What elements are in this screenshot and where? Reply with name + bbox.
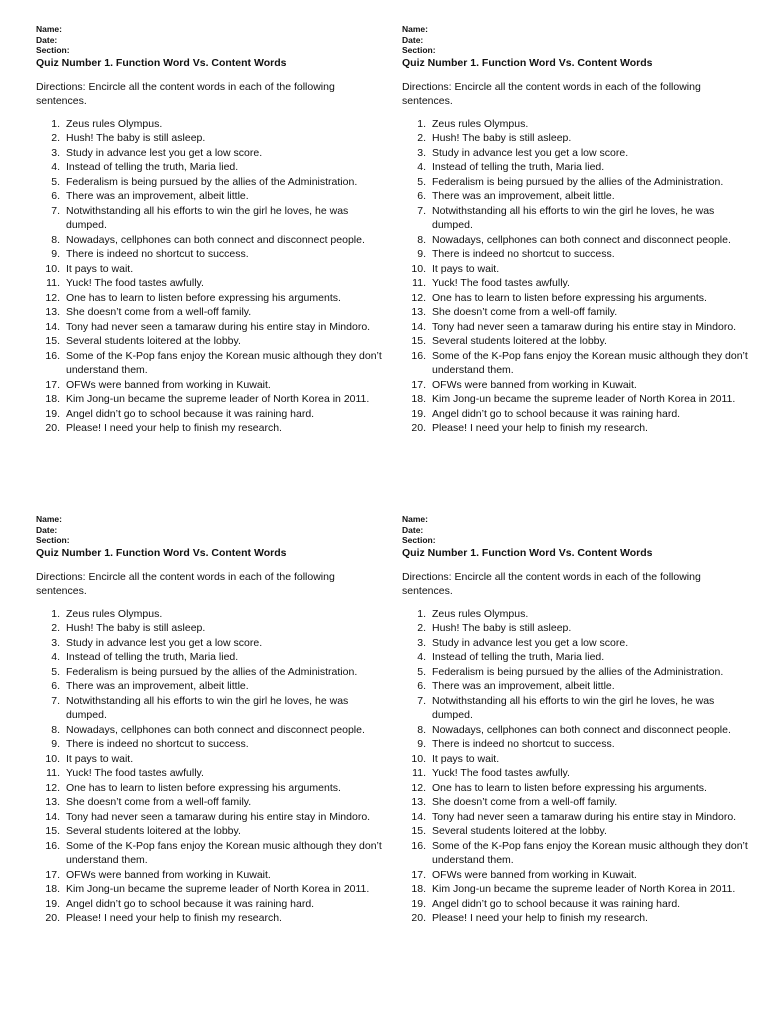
question-text: Some of the K-Pop fans enjoy the Korean music although they don’t understand them.	[66, 349, 382, 376]
question-item	[36, 233, 386, 248]
question-number: 20.	[45, 422, 60, 434]
question-item	[402, 320, 752, 335]
question-text: Instead of telling the truth, Maria lied.	[66, 161, 239, 173]
question-text: It pays to wait.	[66, 262, 134, 275]
question-list	[36, 607, 386, 926]
quiz-sheet-bottom-left	[36, 514, 386, 926]
question-text: Please! I need your help to finish my research.	[432, 422, 648, 434]
question-text: Tony had never seen a tamaraw during his entire stay in Mindoro.	[432, 810, 737, 823]
question-text: There is indeed no shortcut to success.	[432, 248, 615, 260]
question-number: 12.	[45, 781, 60, 794]
question-text: Notwithstanding all his efforts to win the girl he loves, he was dumped.	[432, 694, 715, 721]
question-text: Instead of telling the truth, Maria lied.	[66, 651, 239, 663]
question-item	[402, 607, 752, 622]
question-number: 10.	[45, 752, 60, 765]
question-number: 17.	[45, 378, 60, 391]
question-number: 18.	[411, 883, 426, 895]
question-text: OFWs were banned from working in Kuwait.	[432, 868, 637, 881]
question-text: Some of the K-Pop fans enjoy the Korean music although they don’t understand them.	[66, 839, 382, 866]
question-text: Kim Jong-un became the supreme leader of North Korea in 2011.	[432, 883, 736, 895]
question-number: 2.	[417, 132, 426, 144]
question-text: There was an improvement, albeit little.	[432, 190, 615, 202]
question-item	[36, 175, 386, 190]
section-label: Section:	[402, 535, 436, 545]
question-number: 12.	[411, 781, 426, 794]
question-number: 5.	[417, 175, 426, 188]
question-text: Please! I need your help to finish my research.	[66, 912, 282, 924]
question-number: 15.	[411, 825, 426, 837]
question-number: 1.	[51, 607, 60, 620]
question-item	[36, 737, 386, 752]
question-item	[36, 247, 386, 262]
question-text: Angel didn’t go to school because it was raining hard.	[66, 897, 315, 910]
question-text: OFWs were banned from working in Kuwait.	[66, 378, 271, 391]
question-text: OFWs were banned from working in Kuwait.	[66, 868, 271, 881]
quiz-sheet-bottom-right	[402, 514, 752, 926]
question-text: Notwithstanding all his efforts to win the girl he loves, he was dumped.	[66, 694, 349, 721]
question-text: Study in advance lest you get a low score.	[432, 146, 629, 159]
question-number: 3.	[51, 636, 60, 649]
question-number: 15.	[411, 335, 426, 347]
question-item	[36, 723, 386, 738]
question-item	[402, 897, 752, 912]
question-number: 16.	[45, 349, 60, 362]
question-text: Several students loitered at the lobby.	[66, 825, 241, 837]
question-text: Yuck! The food tastes awfully.	[432, 277, 570, 289]
question-number: 19.	[45, 407, 60, 420]
quiz-title: Quiz Number 1. Function Word Vs. Content Words	[402, 56, 653, 69]
question-item	[402, 378, 752, 393]
question-number: 6.	[51, 680, 60, 692]
question-item	[36, 781, 386, 796]
quiz-sheet-top-left	[36, 24, 386, 436]
question-text: Some of the K-Pop fans enjoy the Korean music although they don’t understand them.	[432, 349, 748, 376]
question-text: Nowadays, cellphones can both connect and disconnect people.	[66, 723, 365, 736]
question-number: 7.	[417, 694, 426, 707]
question-text: Kim Jong-un became the supreme leader of North Korea in 2011.	[66, 883, 370, 895]
question-text: Zeus rules Olympus.	[66, 607, 163, 620]
question-text: Kim Jong-un became the supreme leader of North Korea in 2011.	[432, 393, 736, 405]
question-text: Several students loitered at the lobby.	[66, 335, 241, 347]
question-number: 9.	[417, 738, 426, 750]
question-text: She doesn’t come from a well-off family.	[432, 796, 618, 808]
section-label: Section:	[402, 45, 436, 55]
question-text: She doesn’t come from a well-off family.	[66, 306, 252, 318]
question-number: 6.	[417, 190, 426, 202]
question-number: 5.	[417, 665, 426, 678]
question-item	[36, 752, 386, 767]
question-number: 13.	[411, 796, 426, 808]
question-text: Angel didn’t go to school because it was raining hard.	[432, 407, 681, 420]
question-item	[36, 795, 386, 810]
question-item	[36, 665, 386, 680]
question-item	[402, 810, 752, 825]
question-item	[402, 824, 752, 839]
question-item	[36, 407, 386, 422]
question-item	[402, 233, 752, 248]
question-number: 19.	[45, 897, 60, 910]
question-number: 19.	[411, 897, 426, 910]
question-number: 11.	[412, 277, 426, 289]
question-item	[402, 650, 752, 665]
question-number: 4.	[51, 651, 60, 663]
question-number: 14.	[411, 320, 426, 333]
question-number: 1.	[417, 117, 426, 130]
question-number: 12.	[411, 291, 426, 304]
question-text: Some of the K-Pop fans enjoy the Korean music although they don’t understand them.	[432, 839, 748, 866]
question-list	[402, 607, 752, 926]
question-text: Tony had never seen a tamaraw during his entire stay in Mindoro.	[66, 810, 371, 823]
question-number: 5.	[51, 175, 60, 188]
question-number: 17.	[411, 378, 426, 391]
question-item	[402, 160, 752, 175]
question-number: 6.	[51, 190, 60, 202]
question-text: Yuck! The food tastes awfully.	[66, 277, 204, 289]
question-text: There is indeed no shortcut to success.	[432, 738, 615, 750]
question-number: 8.	[51, 723, 60, 736]
question-number: 14.	[45, 810, 60, 823]
question-list	[402, 117, 752, 436]
question-item	[36, 911, 386, 926]
question-item	[36, 146, 386, 161]
question-number: 19.	[411, 407, 426, 420]
question-number: 4.	[417, 651, 426, 663]
question-item	[36, 160, 386, 175]
question-number: 18.	[45, 883, 60, 895]
question-text: Federalism is being pursued by the allies of the Administration.	[432, 175, 724, 188]
name-label: Name:	[36, 24, 62, 34]
question-number: 2.	[51, 132, 60, 144]
question-item	[36, 131, 386, 146]
question-text: Yuck! The food tastes awfully.	[66, 767, 204, 779]
question-number: 15.	[45, 335, 60, 347]
question-item	[402, 305, 752, 320]
question-number: 6.	[417, 680, 426, 692]
name-label: Name:	[36, 514, 62, 524]
question-item	[36, 621, 386, 636]
question-text: She doesn’t come from a well-off family.	[432, 306, 618, 318]
question-text: She doesn’t come from a well-off family.	[66, 796, 252, 808]
question-text: Notwithstanding all his efforts to win the girl he loves, he was dumped.	[432, 204, 715, 231]
question-number: 2.	[51, 622, 60, 634]
question-text: OFWs were banned from working in Kuwait.	[432, 378, 637, 391]
question-item	[36, 882, 386, 897]
question-item	[402, 146, 752, 161]
question-text: Zeus rules Olympus.	[432, 607, 529, 620]
question-text: Please! I need your help to finish my research.	[66, 422, 282, 434]
question-item	[36, 839, 386, 868]
question-number: 10.	[411, 752, 426, 765]
directions-text: Directions: Encircle all the content words in each of the following sentences.	[402, 80, 701, 107]
question-item	[36, 291, 386, 306]
question-item	[36, 868, 386, 883]
question-item	[36, 276, 386, 291]
quiz-title: Quiz Number 1. Function Word Vs. Content Words	[36, 56, 287, 69]
question-text: Several students loitered at the lobby.	[432, 335, 607, 347]
question-item	[402, 766, 752, 781]
question-item	[36, 679, 386, 694]
question-text: There was an improvement, albeit little.	[432, 680, 615, 692]
question-text: Kim Jong-un became the supreme leader of North Korea in 2011.	[66, 393, 370, 405]
question-item	[402, 737, 752, 752]
question-text: One has to learn to listen before expressing his arguments.	[432, 781, 707, 794]
question-number: 3.	[417, 146, 426, 159]
question-item	[36, 305, 386, 320]
quiz-title: Quiz Number 1. Function Word Vs. Content Words	[36, 546, 287, 559]
question-item	[402, 911, 752, 926]
question-item	[402, 291, 752, 306]
question-item	[402, 679, 752, 694]
question-item	[402, 175, 752, 190]
question-text: Hush! The baby is still asleep.	[432, 622, 572, 634]
question-text: It pays to wait.	[66, 752, 134, 765]
question-text: Federalism is being pursued by the allies of the Administration.	[432, 665, 724, 678]
question-text: Study in advance lest you get a low score.	[66, 146, 263, 159]
directions-text: Directions: Encircle all the content words in each of the following sentences.	[36, 570, 335, 597]
question-text: Hush! The baby is still asleep.	[66, 132, 206, 144]
question-number: 11.	[46, 277, 60, 289]
directions-text: Directions: Encircle all the content words in each of the following sentences.	[402, 570, 701, 597]
question-item	[402, 752, 752, 767]
question-item	[36, 189, 386, 204]
question-number: 9.	[51, 738, 60, 750]
question-item	[36, 262, 386, 277]
date-label: Date:	[402, 34, 424, 45]
question-item	[402, 723, 752, 738]
question-item	[402, 189, 752, 204]
question-item	[402, 665, 752, 680]
question-item	[36, 204, 386, 233]
question-item	[402, 636, 752, 651]
name-label: Name:	[402, 514, 428, 524]
question-number: 10.	[411, 262, 426, 275]
question-item	[402, 839, 752, 868]
question-number: 11.	[412, 767, 426, 779]
question-number: 17.	[45, 868, 60, 881]
quiz-title: Quiz Number 1. Function Word Vs. Content Words	[402, 546, 653, 559]
question-number: 14.	[45, 320, 60, 333]
question-text: Hush! The baby is still asleep.	[432, 132, 572, 144]
question-item	[402, 276, 752, 291]
question-number: 3.	[51, 146, 60, 159]
question-number: 2.	[417, 622, 426, 634]
section-label: Section:	[36, 535, 70, 545]
question-item	[402, 421, 752, 436]
question-item	[402, 621, 752, 636]
question-number: 13.	[45, 306, 60, 318]
question-item	[36, 650, 386, 665]
question-text: It pays to wait.	[432, 752, 500, 765]
question-number: 20.	[411, 912, 426, 924]
question-item	[402, 131, 752, 146]
question-item	[36, 766, 386, 781]
question-item	[402, 694, 752, 723]
question-item	[36, 320, 386, 335]
question-number: 5.	[51, 665, 60, 678]
question-number: 11.	[46, 767, 60, 779]
question-text: Nowadays, cellphones can both connect and disconnect people.	[66, 233, 365, 246]
question-text: Please! I need your help to finish my research.	[432, 912, 648, 924]
question-item	[402, 868, 752, 883]
question-number: 12.	[45, 291, 60, 304]
question-number: 7.	[417, 204, 426, 217]
question-text: Tony had never seen a tamaraw during his entire stay in Mindoro.	[432, 320, 737, 333]
question-text: One has to learn to listen before expressing his arguments.	[66, 291, 341, 304]
question-text: Tony had never seen a tamaraw during his entire stay in Mindoro.	[66, 320, 371, 333]
question-item	[36, 334, 386, 349]
question-item	[36, 694, 386, 723]
question-item	[402, 781, 752, 796]
question-number: 13.	[411, 306, 426, 318]
question-number: 1.	[51, 117, 60, 130]
date-label: Date:	[36, 34, 58, 45]
date-label: Date:	[402, 524, 424, 535]
question-number: 9.	[417, 248, 426, 260]
question-number: 17.	[411, 868, 426, 881]
question-number: 20.	[411, 422, 426, 434]
question-number: 18.	[411, 393, 426, 405]
question-text: There is indeed no shortcut to success.	[66, 738, 249, 750]
question-number: 20.	[45, 912, 60, 924]
question-number: 4.	[51, 161, 60, 173]
question-item	[36, 810, 386, 825]
date-label: Date:	[36, 524, 58, 535]
question-text: Zeus rules Olympus.	[432, 117, 529, 130]
question-text: Federalism is being pursued by the allies of the Administration.	[66, 665, 358, 678]
question-text: Study in advance lest you get a low score.	[432, 636, 629, 649]
question-text: Instead of telling the truth, Maria lied.	[432, 651, 605, 663]
question-item	[402, 334, 752, 349]
question-item	[36, 392, 386, 407]
question-number: 10.	[45, 262, 60, 275]
name-label: Name:	[402, 24, 428, 34]
question-text: One has to learn to listen before expressing his arguments.	[66, 781, 341, 794]
question-item	[402, 247, 752, 262]
question-item	[402, 262, 752, 277]
question-item	[36, 117, 386, 132]
question-number: 16.	[411, 349, 426, 362]
question-text: Angel didn’t go to school because it was raining hard.	[66, 407, 315, 420]
question-number: 15.	[45, 825, 60, 837]
question-text: Nowadays, cellphones can both connect and disconnect people.	[432, 233, 731, 246]
question-list	[36, 117, 386, 436]
question-text: Nowadays, cellphones can both connect and disconnect people.	[432, 723, 731, 736]
question-number: 14.	[411, 810, 426, 823]
question-text: There was an improvement, albeit little.	[66, 680, 249, 692]
question-number: 8.	[51, 233, 60, 246]
quiz-sheet-top-right	[402, 24, 752, 436]
question-text: It pays to wait.	[432, 262, 500, 275]
question-text: There was an improvement, albeit little.	[66, 190, 249, 202]
question-text: Federalism is being pursued by the allies of the Administration.	[66, 175, 358, 188]
question-number: 8.	[417, 233, 426, 246]
question-text: There is indeed no shortcut to success.	[66, 248, 249, 260]
question-item	[402, 117, 752, 132]
question-item	[36, 824, 386, 839]
question-text: Angel didn’t go to school because it was raining hard.	[432, 897, 681, 910]
question-number: 7.	[51, 694, 60, 707]
question-item	[402, 882, 752, 897]
question-number: 1.	[417, 607, 426, 620]
question-item	[36, 421, 386, 436]
directions-text: Directions: Encircle all the content words in each of the following sentences.	[36, 80, 335, 107]
question-number: 7.	[51, 204, 60, 217]
question-item	[36, 636, 386, 651]
question-text: Instead of telling the truth, Maria lied.	[432, 161, 605, 173]
question-item	[402, 349, 752, 378]
question-number: 8.	[417, 723, 426, 736]
question-text: Several students loitered at the lobby.	[432, 825, 607, 837]
question-text: Notwithstanding all his efforts to win the girl he loves, he was dumped.	[66, 204, 349, 231]
question-item	[402, 407, 752, 422]
question-item	[402, 204, 752, 233]
question-text: Hush! The baby is still asleep.	[66, 622, 206, 634]
question-text: Study in advance lest you get a low score.	[66, 636, 263, 649]
question-item	[402, 392, 752, 407]
question-item	[36, 607, 386, 622]
question-number: 16.	[45, 839, 60, 852]
question-number: 13.	[45, 796, 60, 808]
question-item	[402, 795, 752, 810]
question-number: 18.	[45, 393, 60, 405]
question-text: Zeus rules Olympus.	[66, 117, 163, 130]
section-label: Section:	[36, 45, 70, 55]
question-number: 3.	[417, 636, 426, 649]
question-text: Yuck! The food tastes awfully.	[432, 767, 570, 779]
question-item	[36, 897, 386, 912]
question-number: 16.	[411, 839, 426, 852]
question-item	[36, 349, 386, 378]
question-number: 4.	[417, 161, 426, 173]
question-text: One has to learn to listen before expressing his arguments.	[432, 291, 707, 304]
question-item	[36, 378, 386, 393]
question-number: 9.	[51, 248, 60, 260]
